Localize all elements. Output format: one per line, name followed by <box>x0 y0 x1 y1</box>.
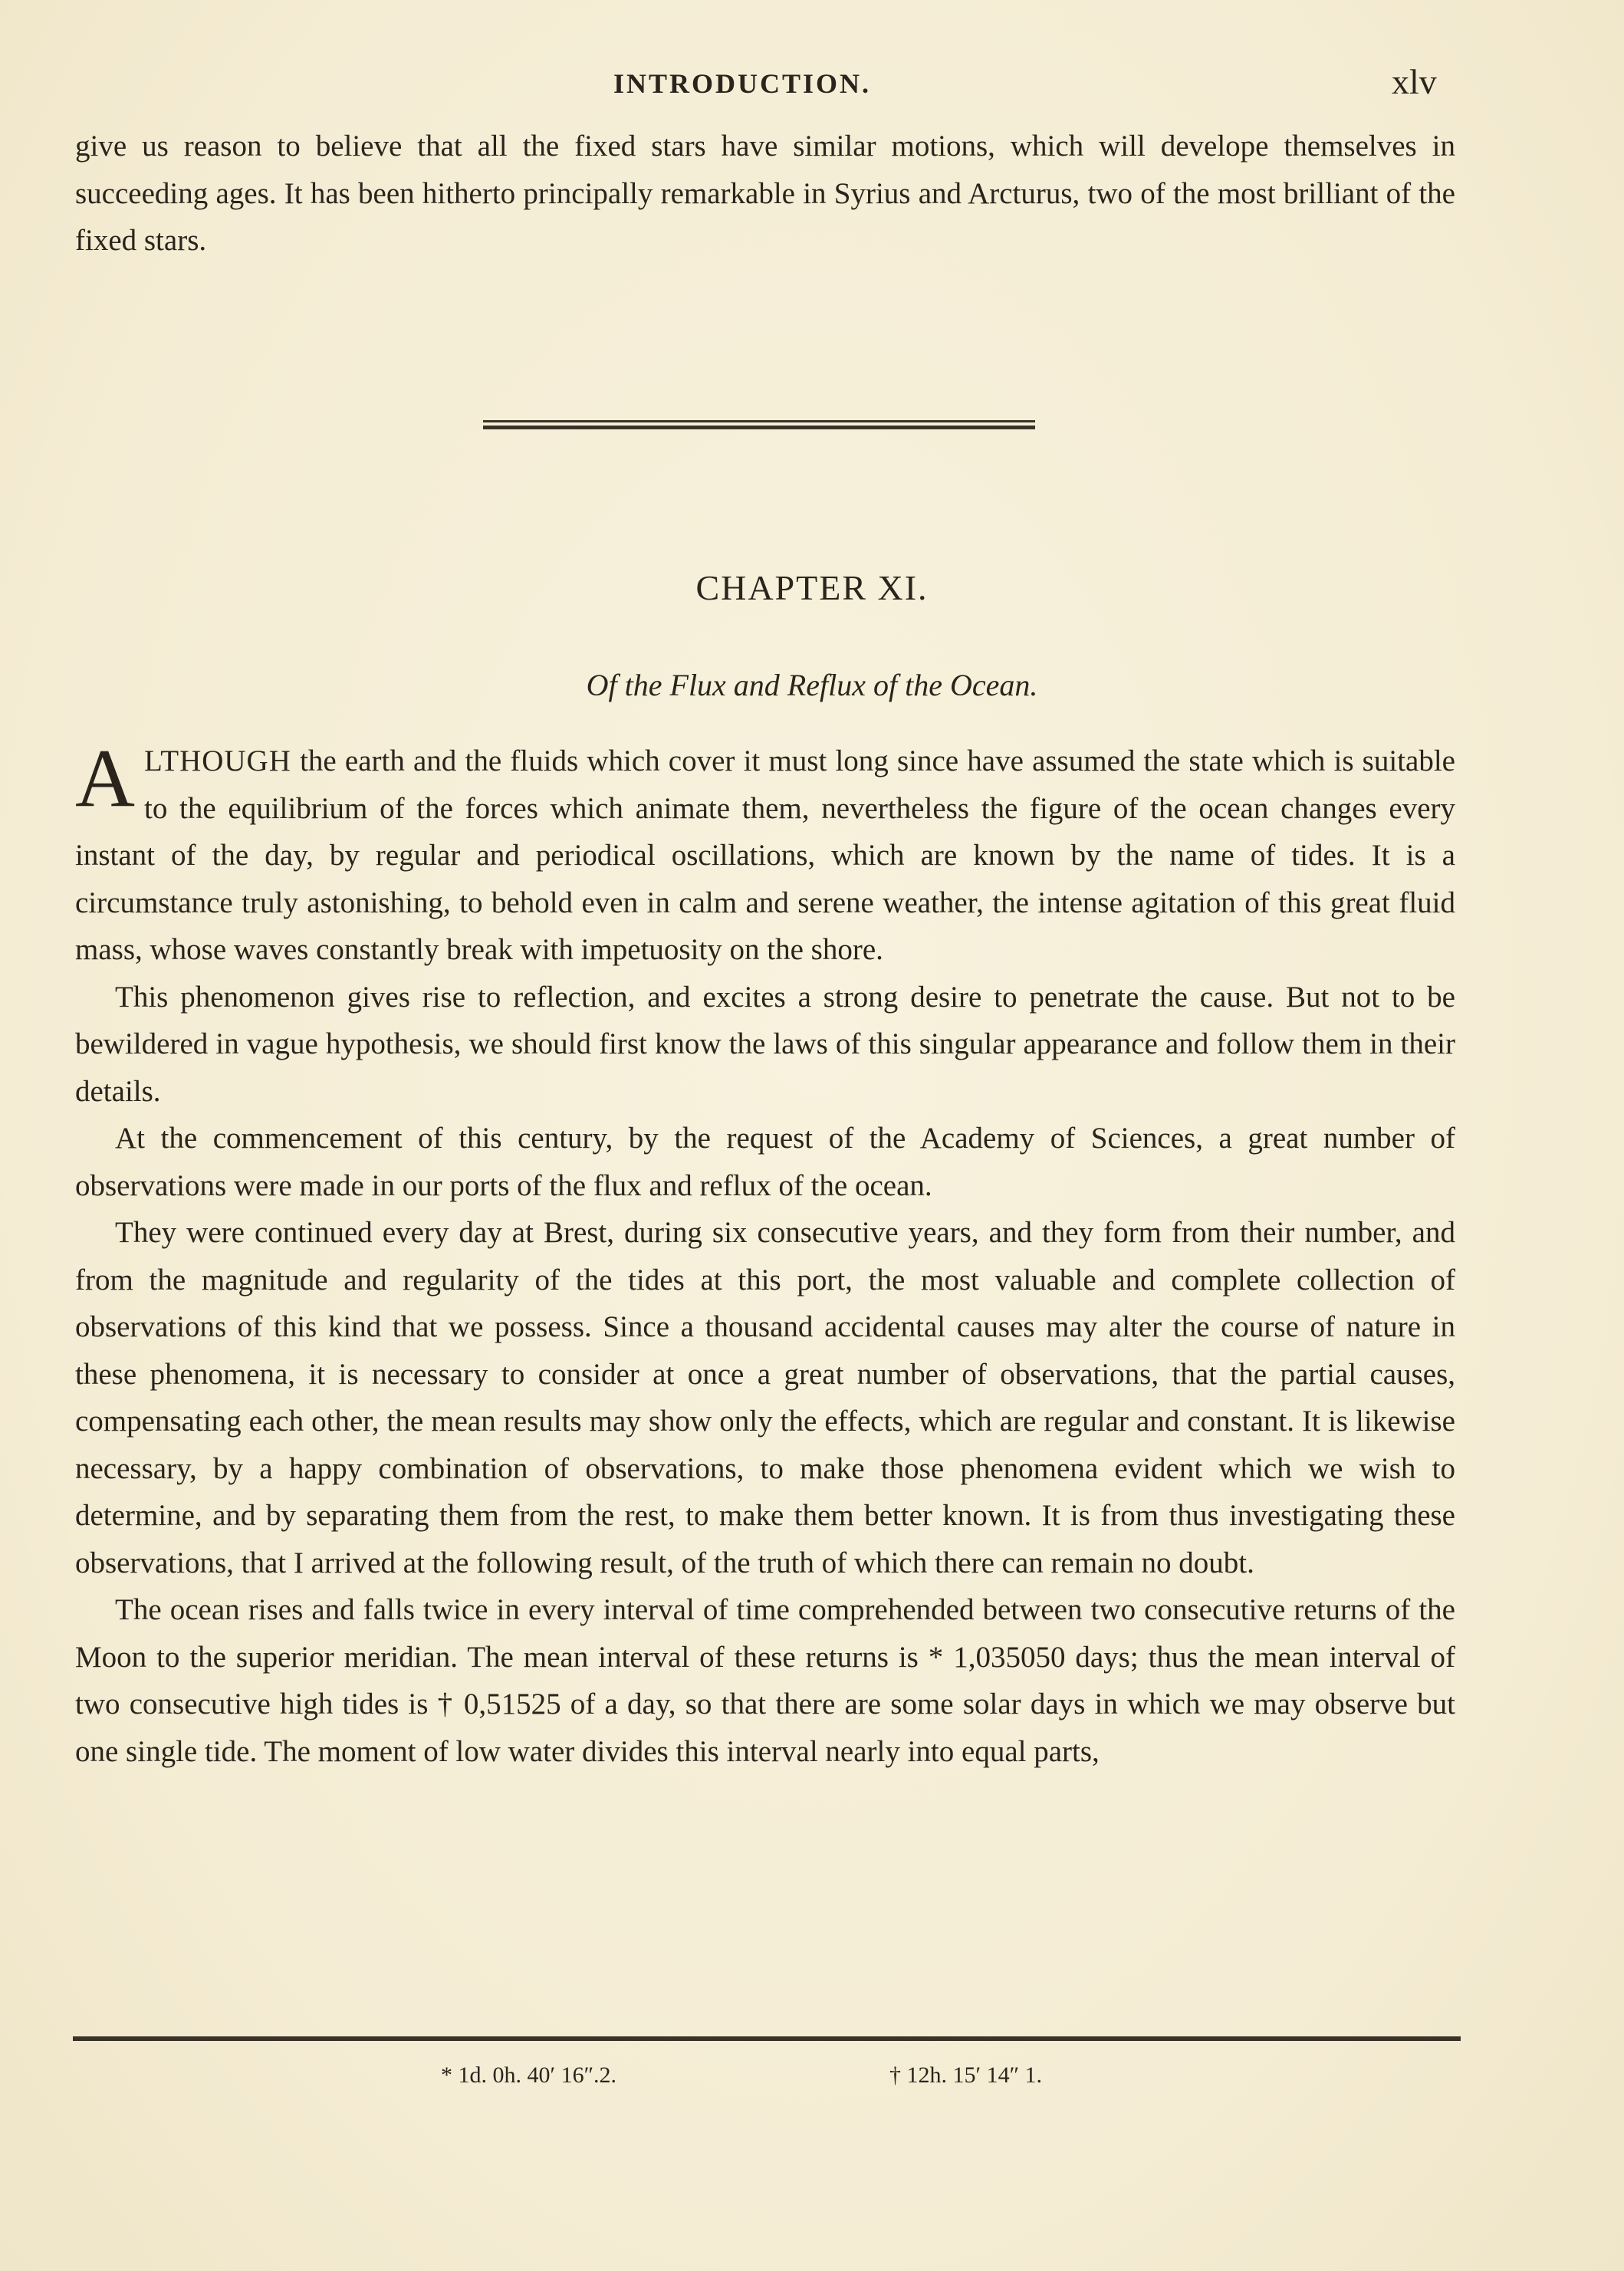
chapter-subtitle: Of the Flux and Reflux of the Ocean. <box>586 668 1038 702</box>
top-paragraph-text: give us reason to believe that all the fixed stars have similar motions, which will develope themselves in succeeding ages. It has been hitherto principally remarkable in Syrius and Arcturus, two of the most brilliant of the fixed stars. <box>75 130 1455 257</box>
paragraph-3: At the commencement of this century, by the request of the Academy of Sciences, a great number of observations were made in our ports of the flux and reflux of the ocean. <box>75 1122 1455 1202</box>
section-divider <box>483 420 1035 429</box>
paragraph-1-text: the earth and the fluids which cover it must long since have assumed the state which is suitable to the equilibrium of the forces which animate them, nevertheless the figure of the ocean changes every instant of the day, by regular and periodical oscillations, which are known by the name of tides. It is a circumstance truly astonishing, to behold even in calm and serene weather, the intense agitation of this great fluid mass, whose waves constantly break with impetuosity on the shore. <box>75 744 1455 966</box>
paragraph-1 <box>75 733 1455 974</box>
chapter-title: CHAPTER XI. <box>695 568 929 607</box>
running-head: INTRODUCTION. <box>613 68 872 99</box>
footnote-rule <box>73 2036 1461 2041</box>
chapter-body <box>75 733 1455 1775</box>
paragraph-2: This phenomenon gives rise to reflection, and excites a strong desire to penetrate the cause. But not to be bewildered in vague hypothesis, we should first know the laws of this singular appearance and follow them in their details. <box>75 980 1455 1108</box>
footnote-dagger: † 12h. 15′ 14″ 1. <box>889 2062 1043 2088</box>
continued-paragraph <box>75 123 1455 265</box>
page-number: xlv <box>1392 62 1437 101</box>
drop-cap: A <box>75 733 135 824</box>
footnote-asterisk: * 1d. 0h. 40′ 16″.2. <box>441 2062 617 2088</box>
paragraph-5: The ocean rises and falls twice in every interval of time comprehended between two consecutive returns of the Moon to the superior meridian. The mean interval of these returns is * 1,035050 days; thus the mean interval of two consecutive high tides is † 0,51525 of a day, so that there are some solar days in which we may observe but one single tide. The moment of low water divides this interval nearly into equal parts, <box>75 1593 1455 1768</box>
paragraph-4: They were continued every day at Brest, during six consecutive years, and they form from their number, and from the magnitude and regularity of the tides at this port, the most valuable and complete collection of observations of this kind that we possess. Since a thousand accidental causes may alter the course of nature in these phenomena, it is necessary to consider at once a great number of observations, that the partial causes, compensating each other, the mean results may show only the effects, which are regular and constant. It is likewise necessary, by a happy combination of observations, to make those phenomena evident which we wish to determine, and by separating them from the rest, to make them better known. It is from thus investigating these observations, that I arrived at the following result, of the truth of which there can remain no doubt. <box>75 1216 1455 1579</box>
opening-word: LTHOUGH <box>144 744 291 777</box>
